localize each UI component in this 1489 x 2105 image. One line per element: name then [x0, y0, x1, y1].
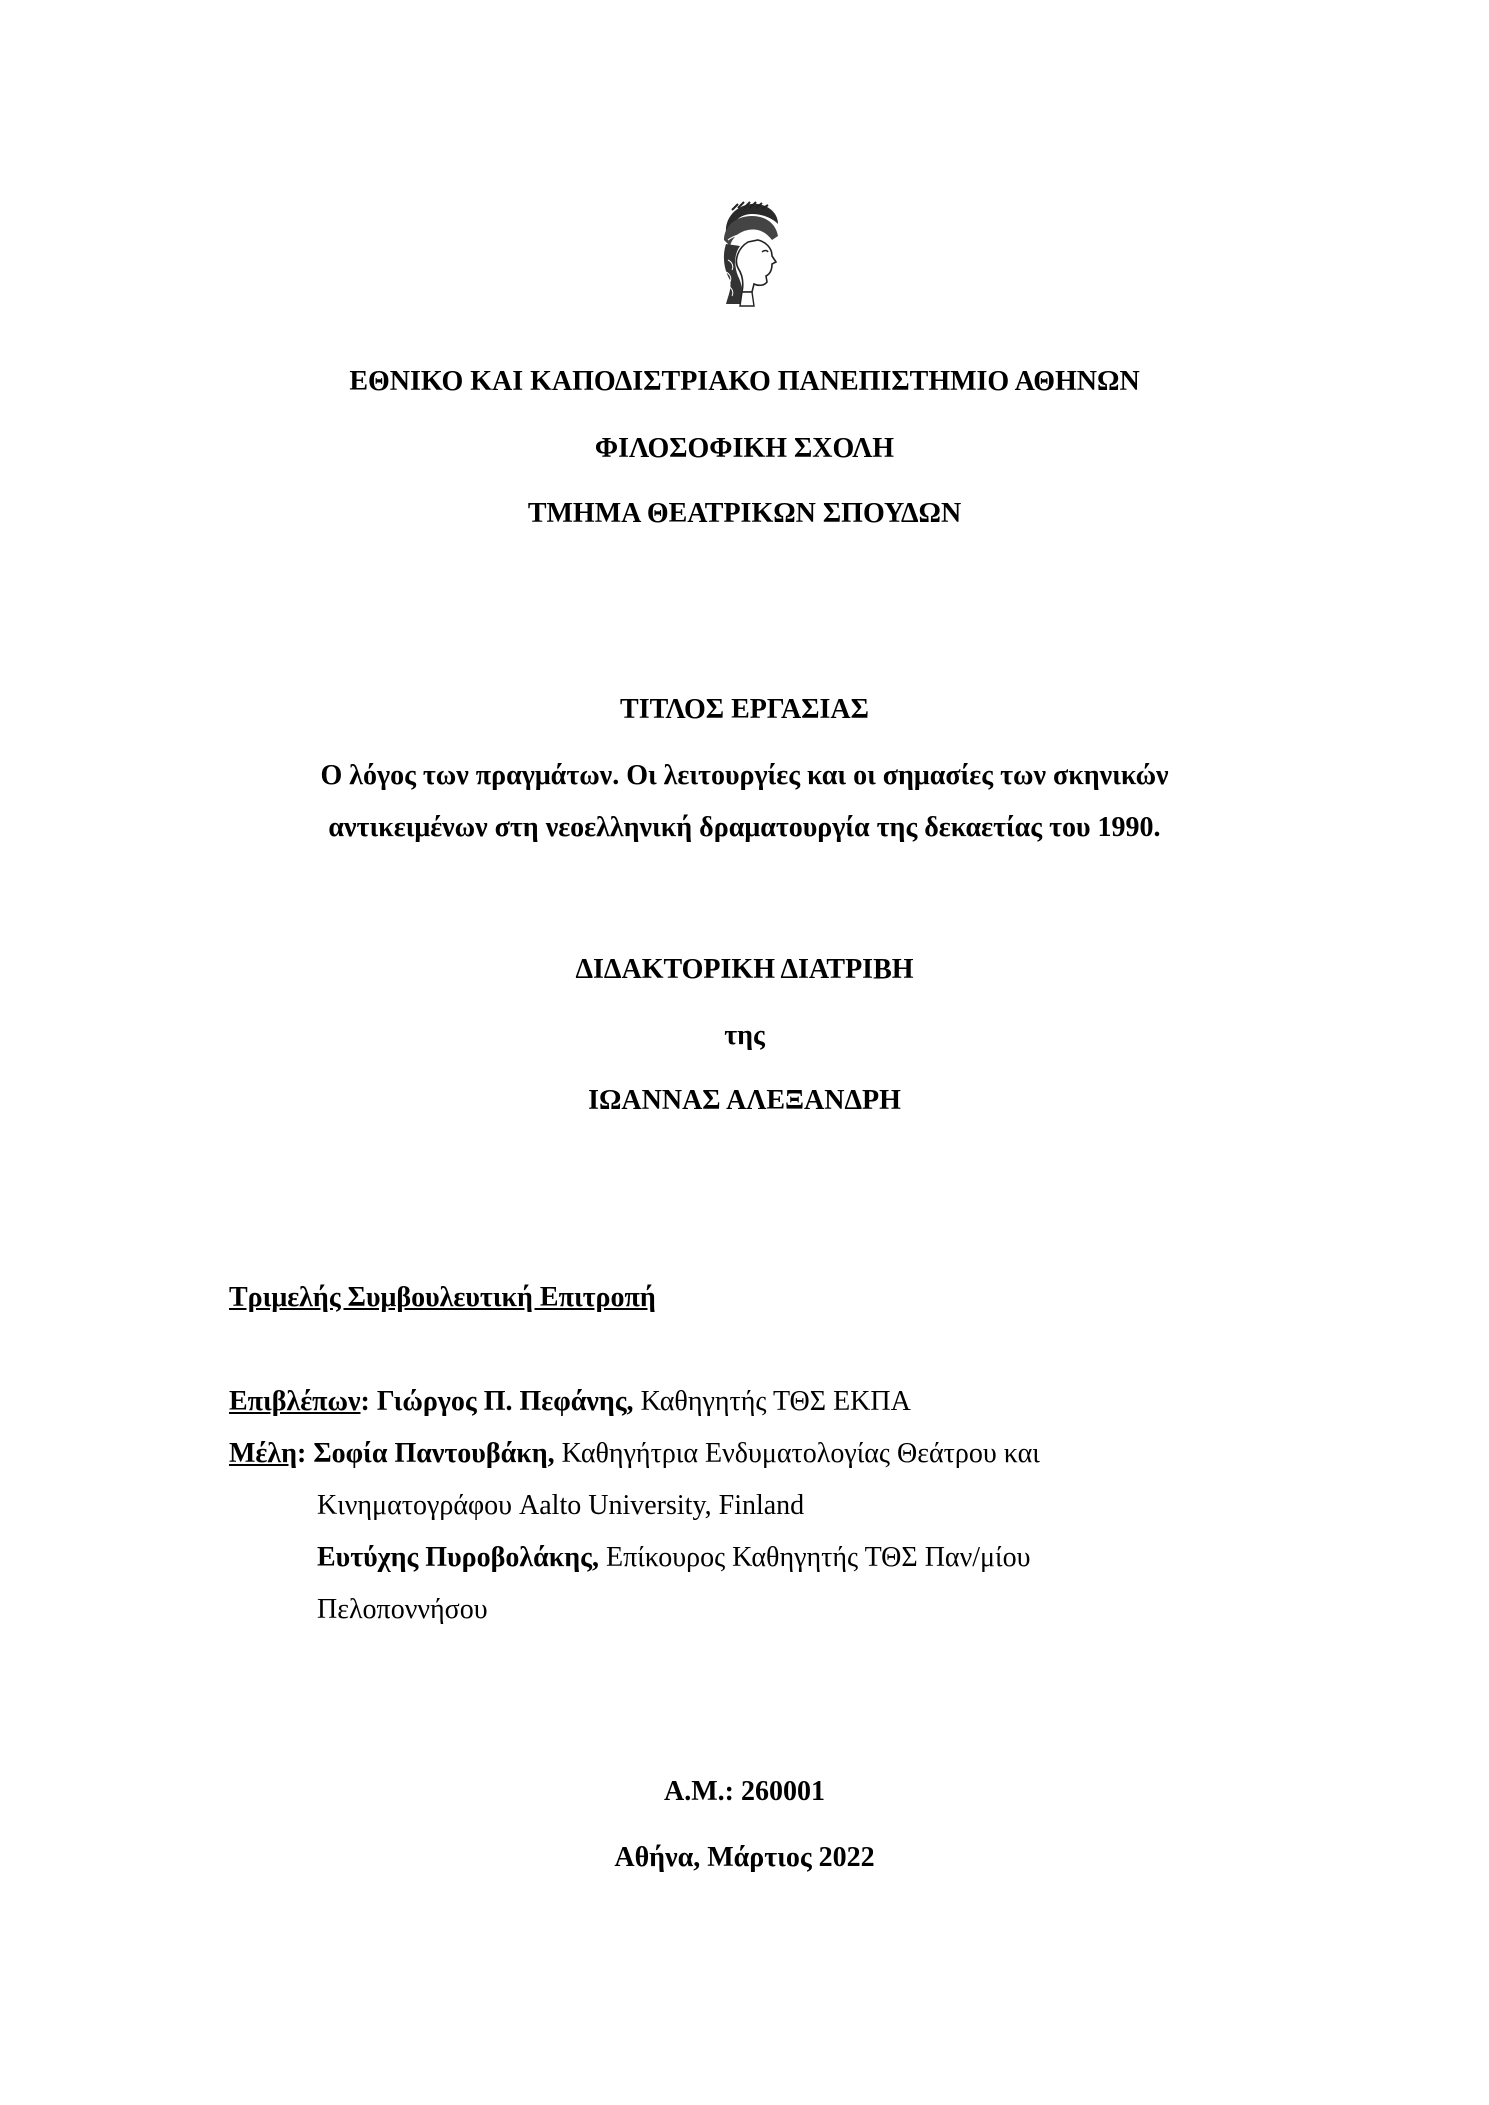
members-colon: : [297, 1438, 307, 1469]
member-2-title-line-2: Πελοποννήσου [317, 1594, 488, 1625]
thesis-of: της [724, 1020, 765, 1051]
school-name: ΦΙΛΟΣΟΦΙΚΗ ΣΧΟΛΗ [594, 433, 895, 464]
members-label: Μέλη [229, 1438, 298, 1469]
supervisor-line [229, 1384, 911, 1420]
member-1-title-line-1: Καθηγήτρια Ενδυματολογίας Θεάτρου και [561, 1438, 1040, 1469]
supervisor-colon: : [360, 1386, 370, 1417]
member-2-name: Ευτύχης Πυροβολάκης, [317, 1542, 599, 1573]
title-label: ΤΙΤΛΟΣ ΕΡΓΑΣΙΑΣ [620, 694, 869, 725]
thesis-title-line-1: Ο λόγος των πραγμάτων. Οι λειτουργίες και οι σημασίες των σκηνικών [320, 760, 1169, 791]
author-name: ΙΩΑΝΝΑΣ ΑΛΕΞΑΝΔΡΗ [588, 1085, 901, 1116]
supervisor-label: Επιβλέπων [229, 1386, 361, 1417]
member-2-title-line-1: Επίκουρος Καθηγητής ΤΘΣ Παν/μίου [605, 1542, 1031, 1573]
university-name: ΕΘΝΙΚΟ ΚΑΙ ΚΑΠΟΔΙΣΤΡΙΑΚΟ ΠΑΝΕΠΙΣΤΗΜΙΟ ΑΘΗΝΩΝ [349, 366, 1140, 397]
place-and-date: Αθήνα, Μάρτιος 2022 [614, 1842, 875, 1873]
member-1-name: Σοφία Παντουβάκη, [313, 1438, 555, 1469]
thesis-type: ΔΙΔΑΚΤΟΡΙΚΗ ΔΙΑΤΡΙΒΗ [575, 954, 914, 985]
member-1-line [229, 1436, 1040, 1472]
supervisor-name: Γιώργος Π. Πεφάνης, [376, 1386, 634, 1417]
thesis-title-line-2: αντικειμένων στη νεοελληνική δραματουργία της δεκαετίας του 1990. [328, 812, 1161, 843]
registration-number: Α.Μ.: 260001 [664, 1776, 825, 1807]
supervisor-title: Καθηγητής ΤΘΣ ΕΚΠΑ [640, 1386, 911, 1417]
athena-emblem-icon [712, 200, 788, 310]
department-name: ΤΜΗΜΑ ΘΕΑΤΡΙΚΩΝ ΣΠΟΥΔΩΝ [527, 498, 962, 529]
committee-heading: Τριμελής Συμβουλευτική Επιτροπή [229, 1282, 656, 1313]
member-2-line [317, 1540, 1030, 1576]
member-1-title-line-2: Κινηματογράφου Aalto University, Finland [317, 1490, 805, 1521]
